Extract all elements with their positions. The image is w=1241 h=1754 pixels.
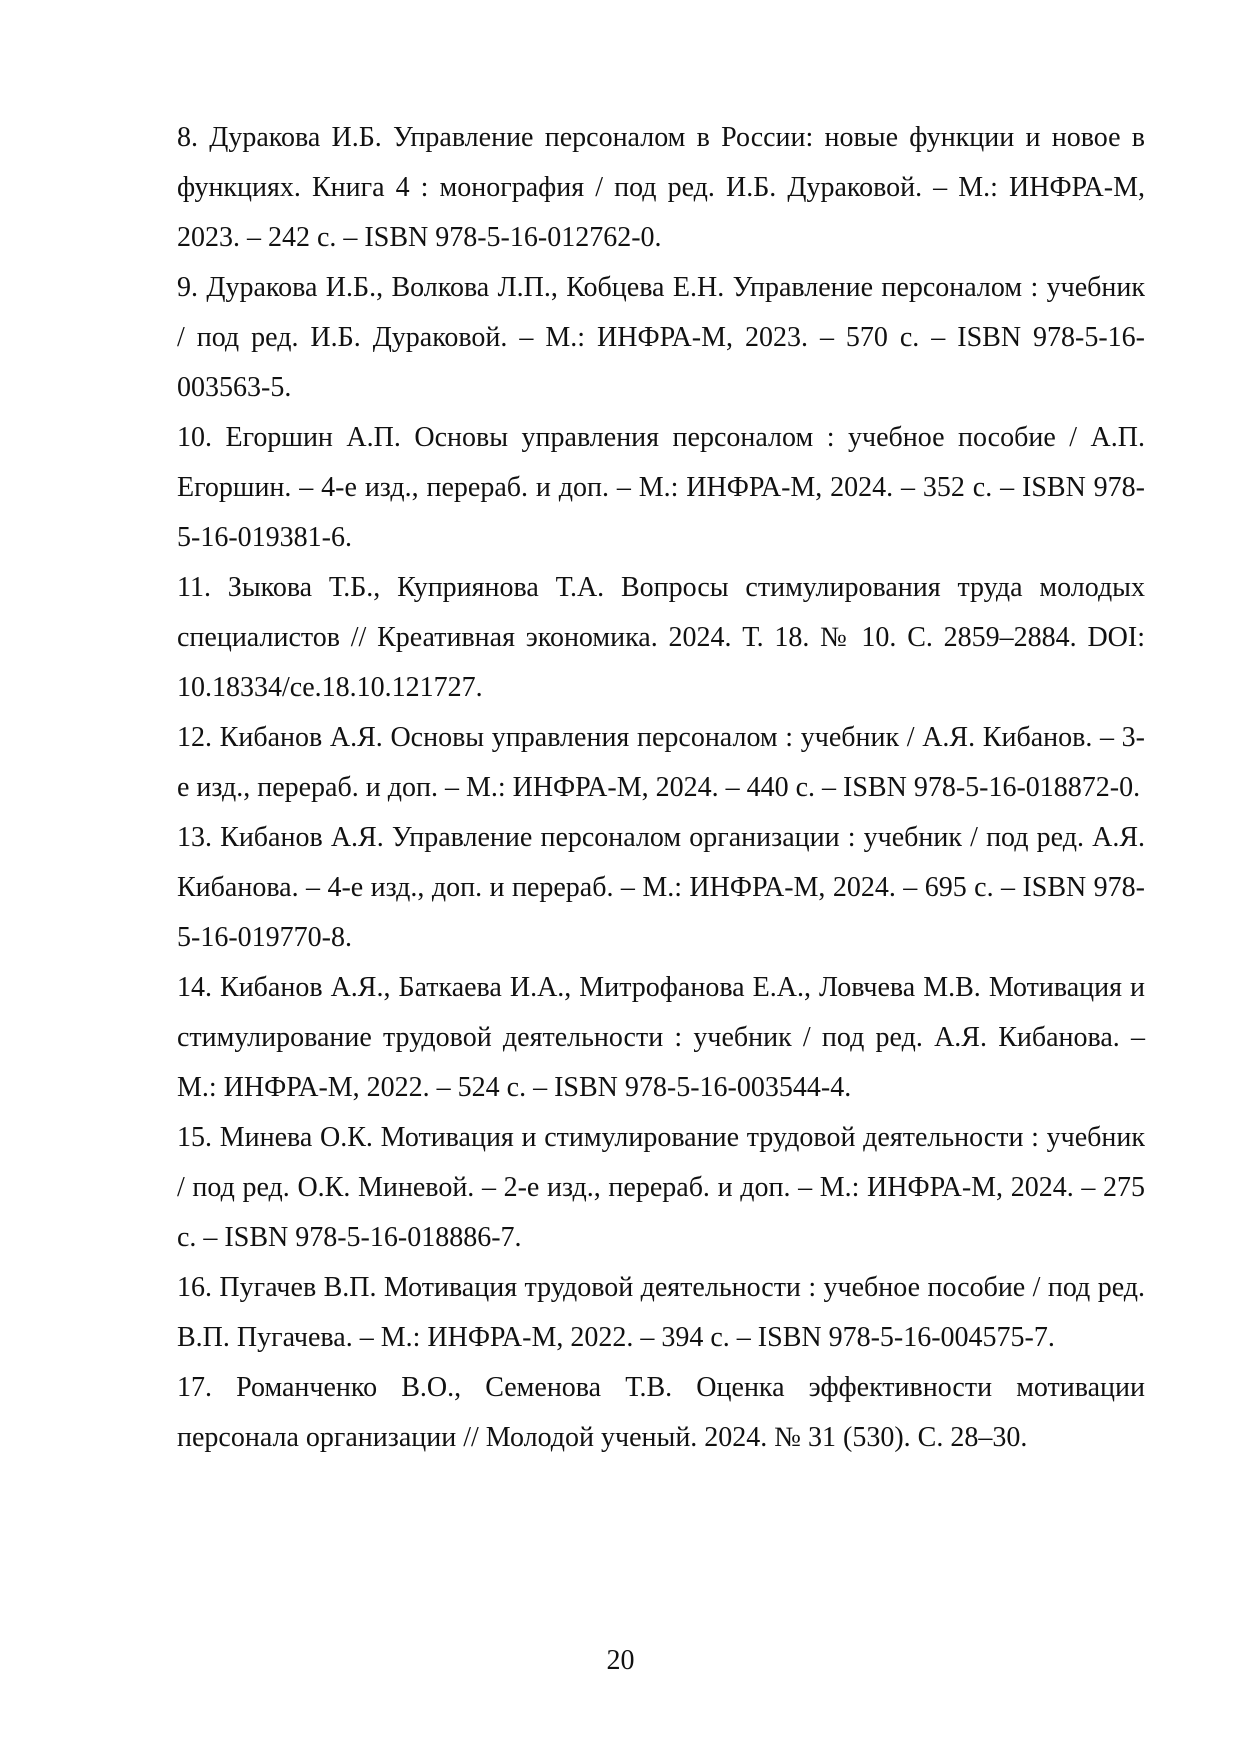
- reference-item-16: 16. Пугачев В.П. Мотивация трудовой деятельности : учебное пособие / под ред. В.П. Пугачева. – М.: ИНФРА-М, 2022. – 394 с. – ISBN 978-5-16-004575-7.: [177, 1272, 1145, 1353]
- reference-list: [177, 113, 1145, 1463]
- reference-item-17: 17. Романченко В.О., Семенова Т.В. Оценка эффективности мотивации персонала организации // Молодой ученый. 2024. № 31 (530). С. 28–30.: [177, 1372, 1145, 1453]
- reference-item-13: 13. Кибанов А.Я. Управление персоналом организации : учебник / под ред. А.Я. Кибанова. – 4-е изд., доп. и перераб. – М.: ИНФРА-М, 2024. – 695 с. – ISBN 978-5-16-019770-8.: [177, 822, 1145, 953]
- page-number: 20: [606, 1645, 635, 1676]
- reference-item-8: 8. Дуракова И.Б. Управление персоналом в России: новые функции и новое в функциях. Книга 4 : монография / под ред. И.Б. Дураковой. – М.: ИНФРА-М, 2023. – 242 с. – ISBN 978-5-16-012762-0.: [177, 122, 1145, 253]
- reference-item-14: 14. Кибанов А.Я., Баткаева И.А., Митрофанова Е.А., Ловчева М.В. Мотивация и стимулирование трудовой деятельности : учебник / под ред. А.Я. Кибанова. – М.: ИНФРА-М, 2022. – 524 с. – ISBN 978-5-16-003544-4.: [177, 972, 1145, 1103]
- reference-item-11: 11. Зыкова Т.Б., Куприянова Т.А. Вопросы стимулирования труда молодых специалистов // Креативная экономика. 2024. Т. 18. № 10. С. 2859–2884. DOI: 10.18334/ce.18.10.121727.: [177, 572, 1145, 703]
- reference-item-10: 10. Егоршин А.П. Основы управления персоналом : учебное пособие / А.П. Егоршин. – 4-е изд., перераб. и доп. – М.: ИНФРА-М, 2024. – 352 с. – ISBN 978-5-16-019381-6.: [177, 422, 1145, 553]
- reference-item-12: 12. Кибанов А.Я. Основы управления персоналом : учебник / А.Я. Кибанов. – 3-е изд., перераб. и доп. – М.: ИНФРА-М, 2024. – 440 с. – ISBN 978-5-16-018872-0.: [177, 722, 1145, 803]
- reference-item-15: 15. Минева О.К. Мотивация и стимулирование трудовой деятельности : учебник / под ред. О.К. Миневой. – 2-е изд., перераб. и доп. – М.: ИНФРА-М, 2024. – 275 с. – ISBN 978-5-16-018886-7.: [177, 1122, 1145, 1253]
- reference-item-9: 9. Дуракова И.Б., Волкова Л.П., Кобцева Е.Н. Управление персоналом : учебник / под ред. И.Б. Дураковой. – М.: ИНФРА-М, 2023. – 570 с. – ISBN 978-5-16-003563-5.: [177, 272, 1145, 403]
